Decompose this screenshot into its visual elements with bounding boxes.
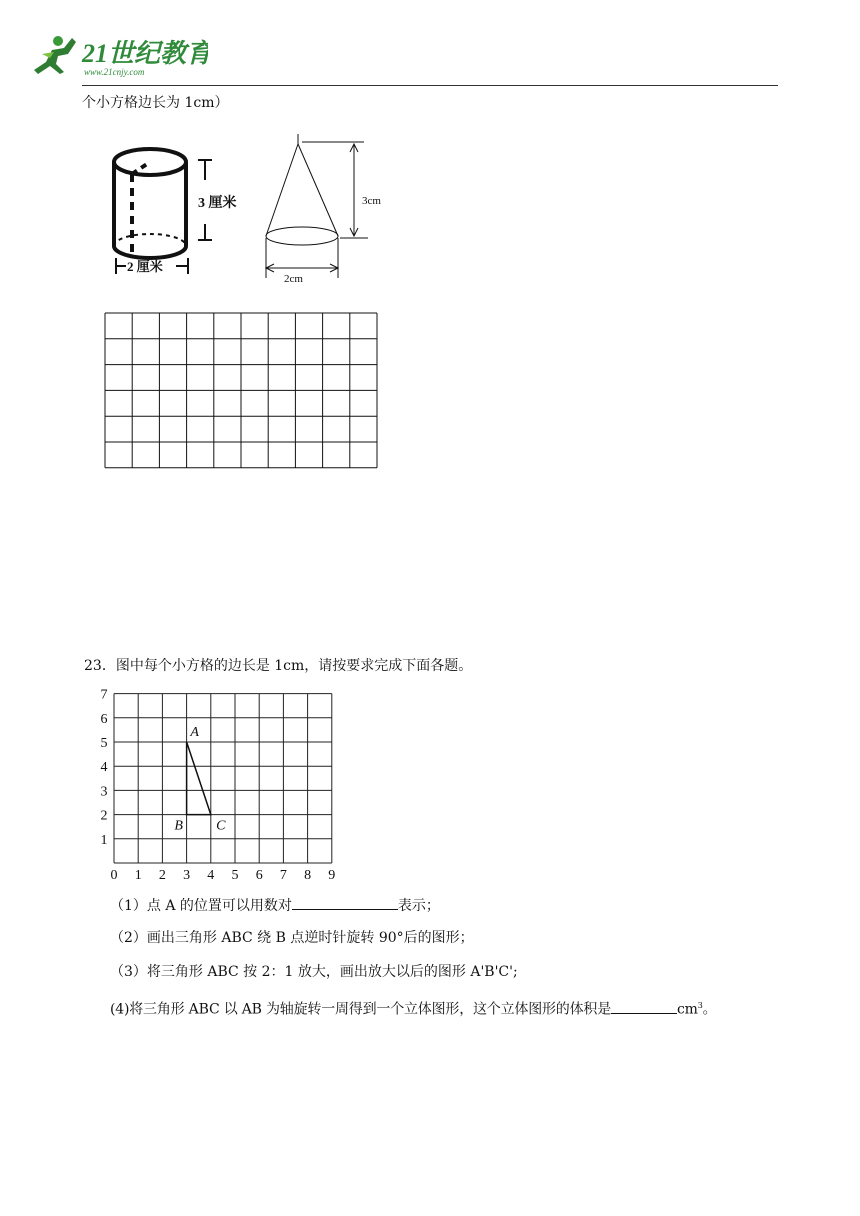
header-divider (82, 85, 778, 86)
point-label-c: C (216, 818, 226, 834)
answer-blank-4[interactable] (611, 999, 677, 1014)
x-tick-label: 8 (304, 868, 312, 883)
question-23-stem: 23．图中每个小方格的边长是 1cm，请按要求完成下面各题。 (84, 658, 473, 674)
runner-icon (28, 32, 208, 80)
cone-figure (262, 132, 402, 288)
site-logo (28, 32, 208, 80)
x-tick-label: 1 (134, 868, 142, 883)
x-tick-label: 3 (183, 868, 191, 883)
cylinder-width-label: 2 厘米 (127, 259, 163, 274)
y-tick-label: 5 (100, 736, 108, 751)
y-tick-label: 3 (100, 784, 108, 800)
x-tick-label: 2 (158, 868, 166, 883)
x-tick-label: 4 (207, 868, 215, 883)
blank-drawing-grid (104, 312, 378, 469)
logo-main-text: 21世纪教育 (82, 39, 208, 68)
sub-question-1: （1）点 A 的位置可以用数对 表示； (110, 895, 440, 915)
cone-width-label: 2cm (284, 273, 303, 285)
y-tick-label: 6 (100, 711, 108, 727)
x-tick-label: 9 (328, 868, 336, 883)
point-label-b: B (174, 818, 183, 834)
y-tick-label: 7 (100, 687, 108, 703)
answer-blank-1[interactable] (292, 895, 398, 910)
coordinate-grid (92, 686, 352, 886)
y-tick-label: 4 (100, 760, 108, 776)
sub-question-3: （3）将三角形 ABC 按 2：1 放大，画出放大以后的图形 A'B'C'; (110, 964, 518, 980)
cone-height-label: 3cm (362, 195, 381, 207)
y-tick-label: 1 (100, 832, 108, 848)
logo-sub-text: www.21cnjy.com (84, 67, 145, 77)
cylinder-height-label: 3 厘米 (198, 196, 237, 211)
sub-question-2: （2）画出三角形 ABC 绕 B 点逆时针旋转 90°后的图形； (110, 930, 474, 946)
triangle-abc (187, 742, 211, 815)
point-label-a: A (190, 725, 199, 740)
x-tick-label: 7 (279, 868, 287, 883)
sub-question-4: (4)将三角形 ABC 以 AB 为轴旋转一周得到一个立体图形，这个立体图形的体积是 $cm^3$。 (110, 997, 716, 1019)
cylinder-figure (100, 138, 260, 286)
y-tick-label: 2 (100, 808, 108, 824)
x-tick-label: 0 (110, 868, 118, 883)
continued-text: 个小方格边长为 1cm） (82, 95, 229, 111)
x-tick-label: 6 (255, 868, 263, 883)
x-tick-label: 5 (231, 868, 239, 883)
